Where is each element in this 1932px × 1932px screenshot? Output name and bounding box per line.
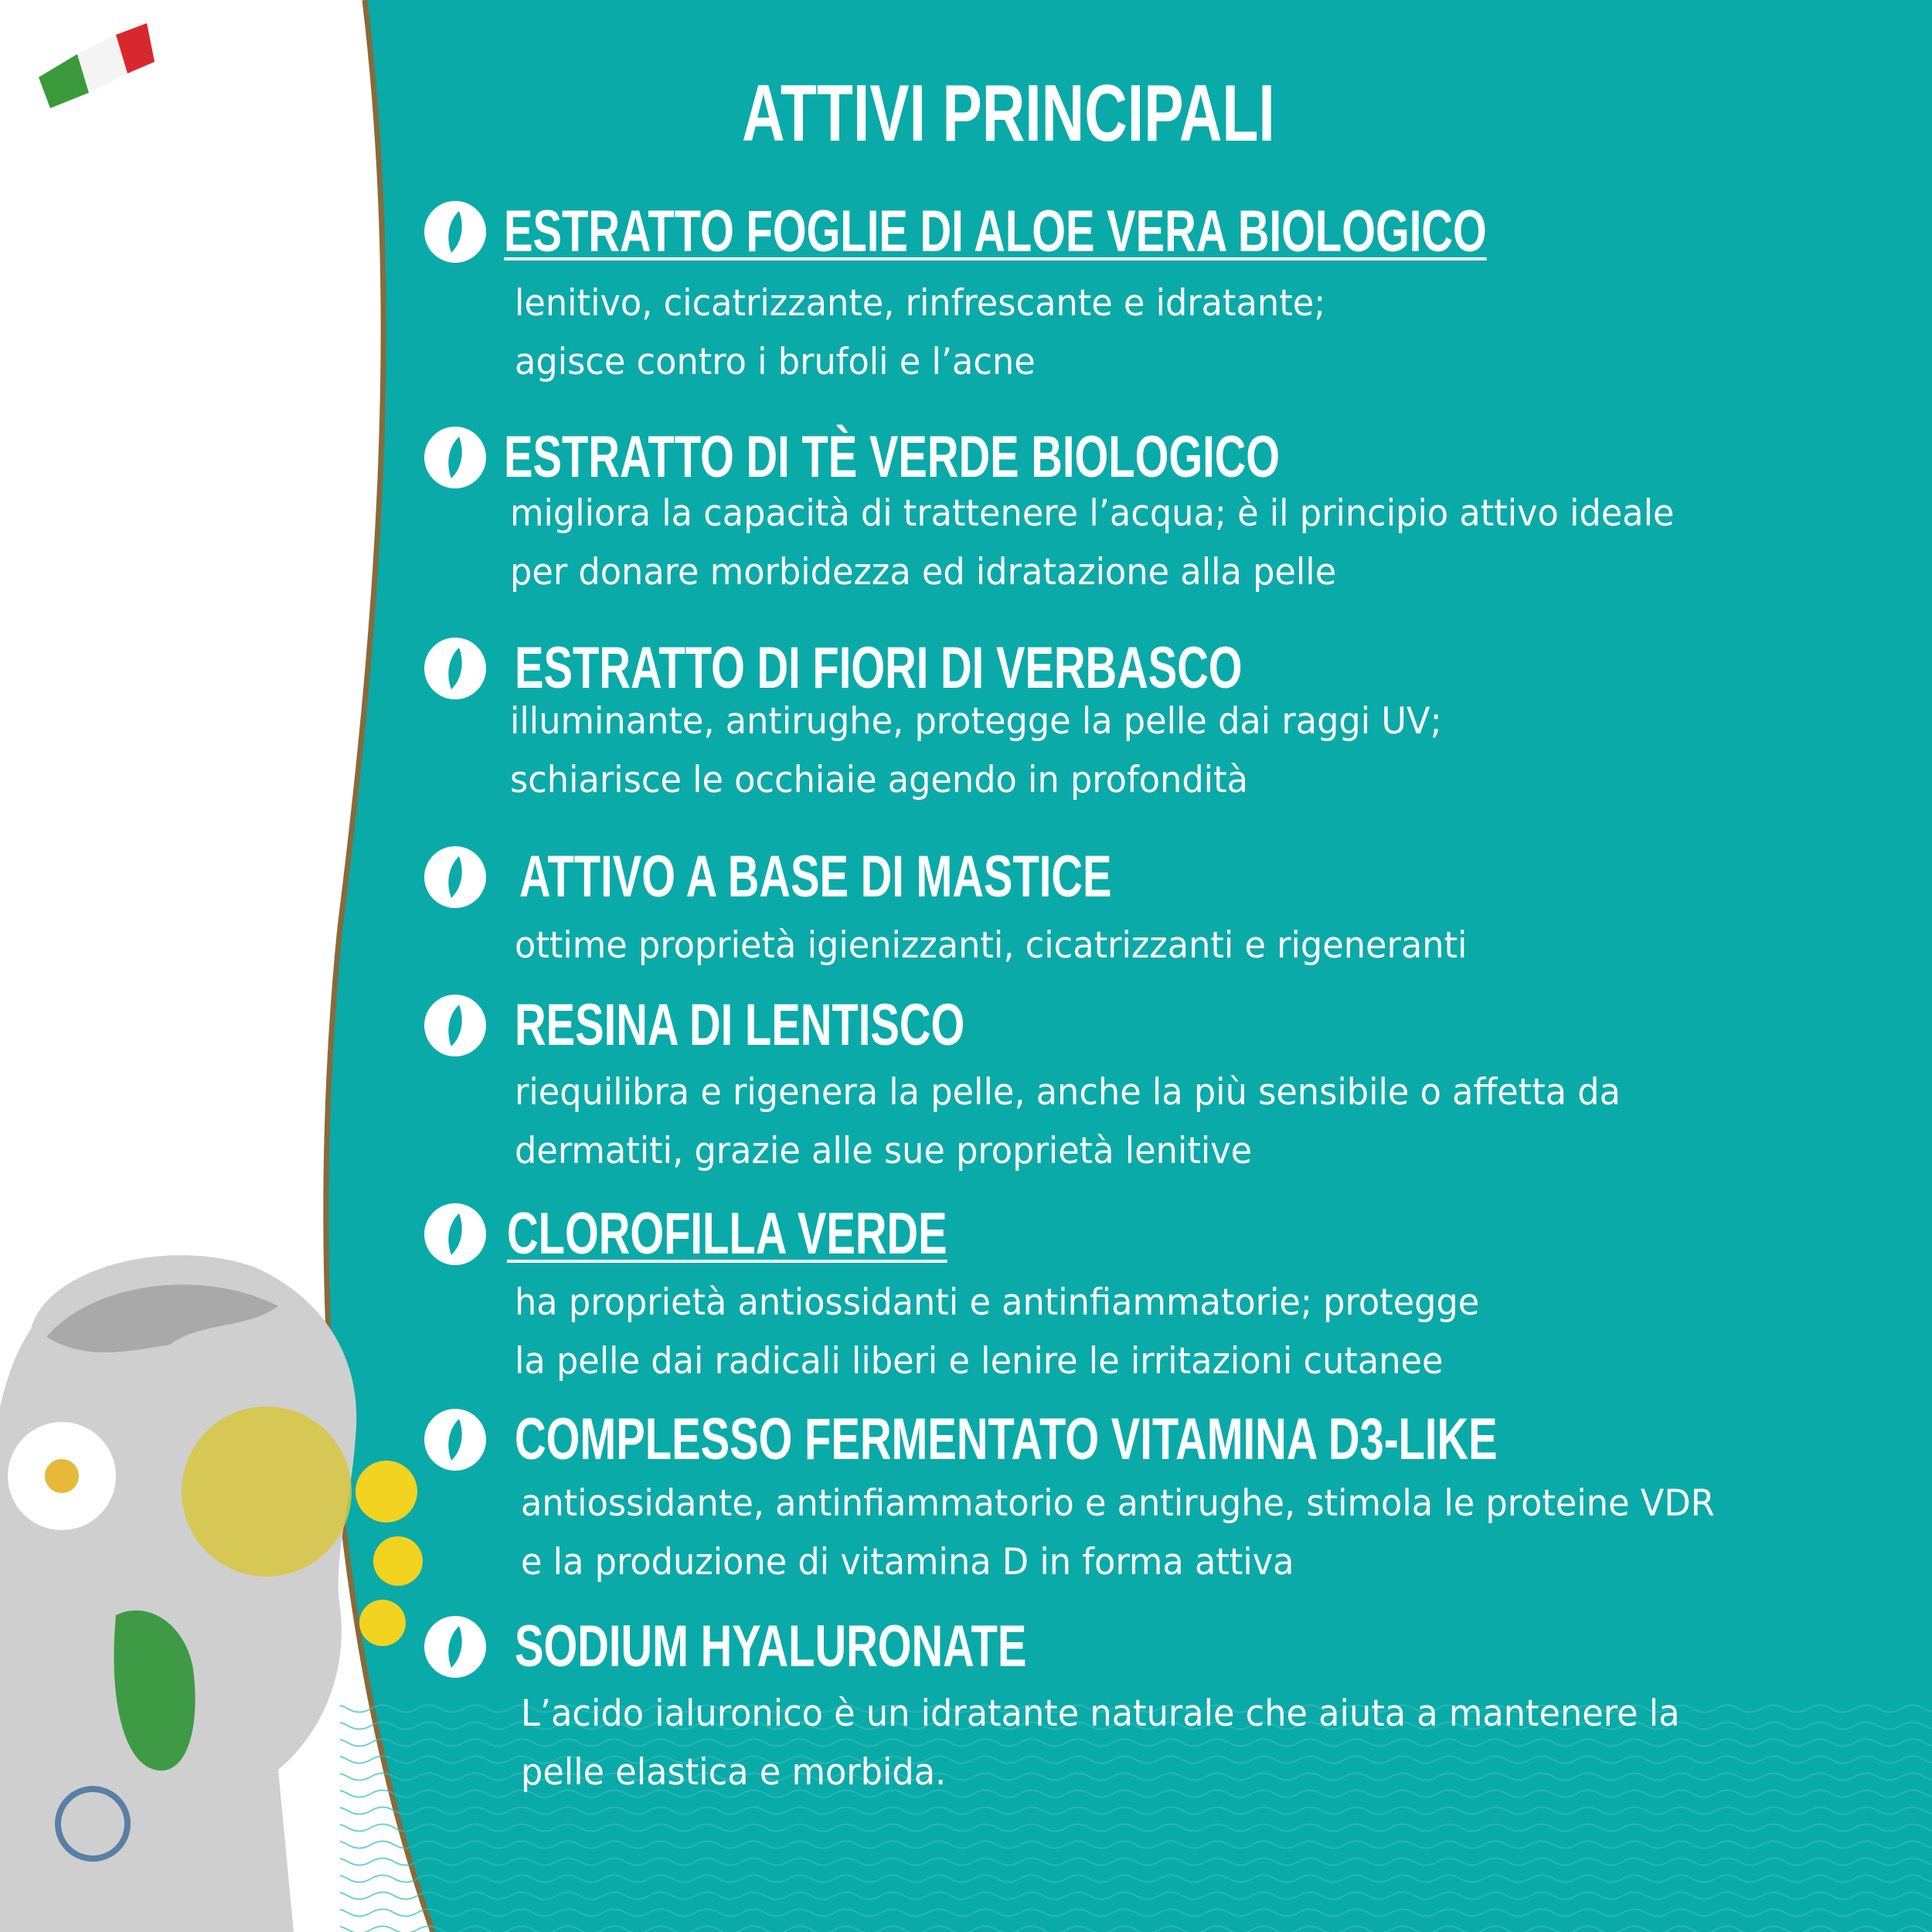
ingredient-description — [521, 1475, 1715, 1592]
ingredient-description — [515, 1274, 1479, 1391]
description-line: schiarisce le occhiaie agendo in profondità — [510, 759, 1248, 801]
description-line: migliora la capacità di trattenere l’acqua; è il principio attivo ideale — [510, 492, 1675, 535]
description-line: ottime proprietà igienizzanti, cicatrizzanti e rigeneranti — [515, 924, 1468, 967]
ingredient-heading: SODIUM HYALURONATE — [515, 1614, 1027, 1679]
page-title: ATTIVI PRINCIPALI — [742, 69, 1275, 158]
description-line: pelle elastica e morbida. — [521, 1751, 947, 1794]
ingredient-description — [521, 1685, 1680, 1802]
ingredient-heading: ESTRATTO FOGLIE DI ALOE VERA BIOLOGICO — [504, 199, 1487, 264]
leaf-bullet-icon — [423, 200, 487, 264]
ingredient-description — [515, 274, 1325, 392]
ingredient-heading: CLOROFILLA VERDE — [507, 1201, 947, 1267]
ingredient-description — [510, 692, 1442, 810]
ingredient-description — [515, 917, 1467, 975]
description-line: riequilibra e rigenera la pelle, anche la più sensibile o affetta da — [515, 1071, 1621, 1114]
leaf-bullet-icon — [423, 1408, 487, 1471]
description-line: L’acido ialuronico è un idratante naturale che aiuta a mantenere la — [521, 1692, 1680, 1735]
leaf-bullet-icon — [423, 994, 487, 1057]
description-line: per donare morbidezza ed idratazione alla pelle — [510, 551, 1337, 594]
description-line: ha proprietà antiossidanti e antinfiammatorie; protegge — [515, 1281, 1480, 1324]
ingredient-heading: RESINA DI LENTISCO — [515, 992, 965, 1058]
ingredient-heading: ATTIVO A BASE DI MASTICE — [519, 844, 1112, 910]
description-line: illuminante, antirughe, protegge la pelle dai raggi UV; — [510, 700, 1442, 743]
description-line: e la produzione di vitamina D in forma attiva — [521, 1541, 1294, 1583]
description-line: la pelle dai radicali liberi e lenire le irritazioni cutanee — [515, 1340, 1444, 1383]
ingredient-heading: COMPLESSO FERMENTATO VITAMINA D3-LIKE — [515, 1406, 1498, 1472]
description-line: lenitivo, cicatrizzante, rinfrescante e idratante; — [515, 282, 1326, 325]
description-line: antiossidante, antinfiammatorio e antirughe, stimola le proteine VDR — [521, 1482, 1715, 1525]
ingredient-heading: ESTRATTO DI TÈ VERDE BIOLOGICO — [504, 424, 1281, 490]
leaf-bullet-icon — [423, 426, 487, 489]
description-line: dermatiti, grazie alle sue proprietà lenitive — [515, 1130, 1253, 1172]
leaf-bullet-icon — [423, 1615, 487, 1679]
leaf-bullet-icon — [423, 1202, 487, 1266]
leaf-bullet-icon — [423, 637, 487, 700]
leaf-bullet-icon — [423, 845, 487, 909]
ingredient-description — [515, 1063, 1621, 1181]
description-line: agisce contro i brufoli e l’acne — [515, 341, 1036, 383]
statue-illustration — [0, 1236, 448, 1932]
ingredient-description — [510, 485, 1675, 602]
italy-flag-icon — [31, 23, 155, 108]
ingredient-heading: ESTRATTO DI FIORI DI VERBASCO — [515, 635, 1243, 701]
